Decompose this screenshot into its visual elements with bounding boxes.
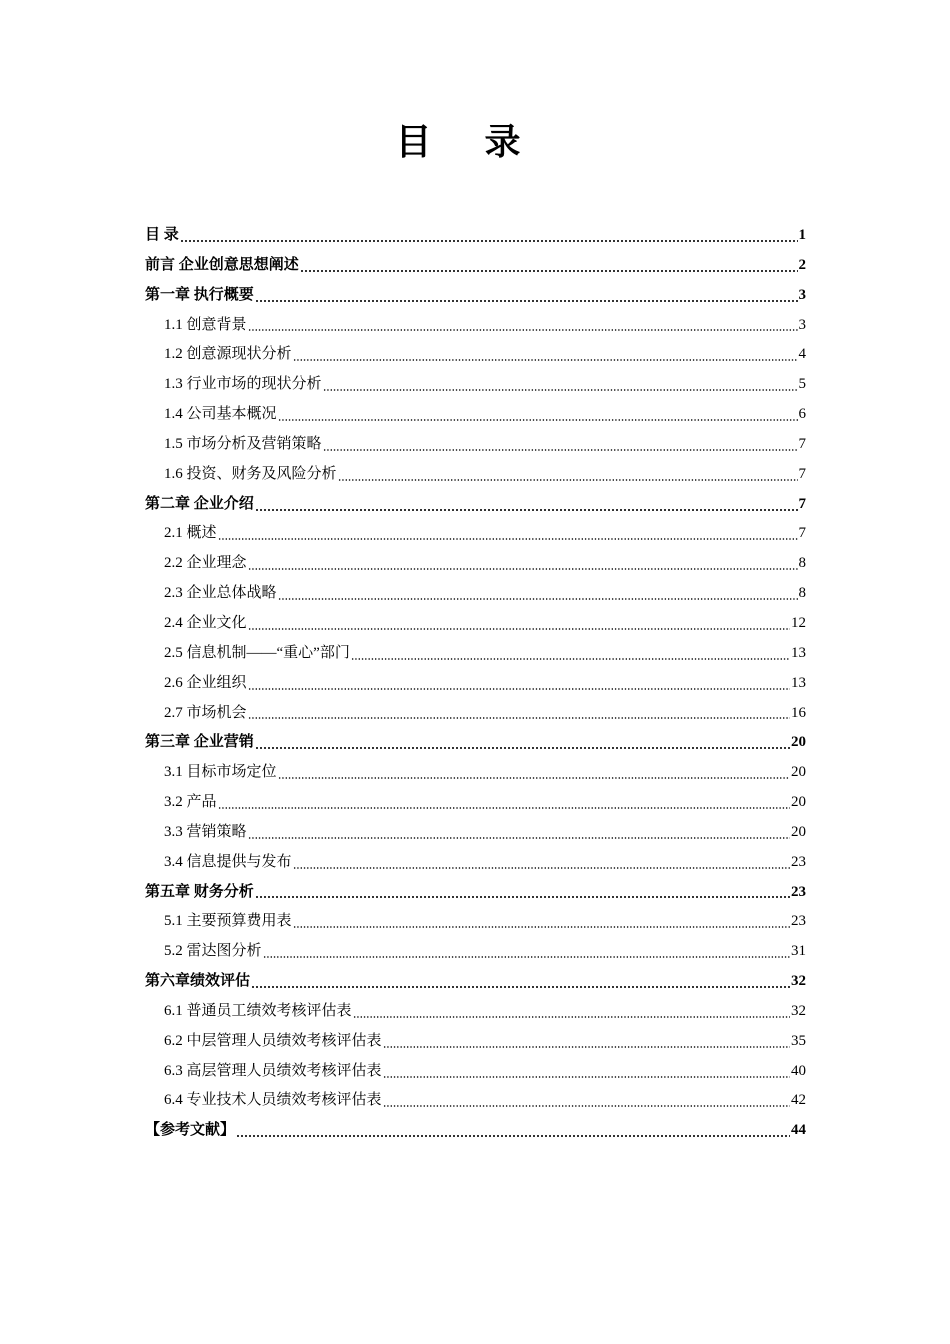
toc-dot-leader <box>353 1016 790 1018</box>
toc-dot-leader <box>300 270 798 272</box>
toc-entry-title: 前言 企业创意思想阐述 <box>145 256 299 273</box>
toc-section-entry[interactable] <box>145 519 806 549</box>
toc-chapter-entry[interactable] <box>145 251 806 281</box>
toc-dot-leader <box>293 926 790 928</box>
toc-dot-leader <box>323 449 798 451</box>
toc-entry-title: 1.6 投资、财务及风险分析 <box>164 465 337 482</box>
toc-section-entry[interactable] <box>145 340 806 370</box>
toc-dot-leader <box>383 1105 790 1107</box>
toc-page-number: 4 <box>798 346 806 363</box>
toc-dot-leader <box>383 1076 790 1078</box>
toc-entry-title: 第五章 财务分析 <box>145 883 254 900</box>
toc-dot-leader <box>248 837 790 839</box>
toc-dot-leader <box>278 419 798 421</box>
toc-dot-leader <box>338 479 798 481</box>
toc-dot-leader <box>278 598 798 600</box>
page-title: 目 录 <box>395 122 543 162</box>
toc-entry-title: 2.4 企业文化 <box>164 614 247 631</box>
toc-dot-leader <box>248 688 790 690</box>
toc-page-number: 7 <box>798 465 806 482</box>
toc-dot-leader <box>255 300 798 302</box>
toc-page-number: 32 <box>791 1002 806 1019</box>
toc-dot-leader <box>323 389 798 391</box>
toc-page-number: 7 <box>798 525 806 542</box>
toc-section-entry[interactable] <box>145 1057 806 1087</box>
toc-dot-leader <box>293 359 798 361</box>
toc-page-number: 31 <box>791 943 806 960</box>
toc-page-number: 5 <box>798 376 806 393</box>
toc-entry-title: 5.2 雷达图分析 <box>164 943 262 960</box>
toc-entry-title: 第一章 执行概要 <box>145 286 254 303</box>
toc-entry-title: 5.1 主要预算费用表 <box>164 913 292 930</box>
toc-entry-title: 第六章绩效评估 <box>145 973 251 990</box>
toc-section-entry[interactable] <box>145 430 806 460</box>
toc-section-entry[interactable] <box>145 699 806 729</box>
toc-section-entry[interactable] <box>145 549 806 579</box>
toc-entry-title: 2.7 市场机会 <box>164 704 247 721</box>
toc-section-entry[interactable] <box>145 639 806 669</box>
toc-page-number: 3 <box>798 286 806 303</box>
toc-page-number: 20 <box>791 764 806 781</box>
toc-page-number: 44 <box>791 1122 806 1139</box>
toc-page-number: 8 <box>798 555 806 572</box>
toc-page-number: 7 <box>798 495 806 512</box>
toc-entry-title: 3.3 营销策略 <box>164 823 247 840</box>
toc-page-number: 40 <box>791 1062 806 1079</box>
toc-section-entry[interactable] <box>145 460 806 490</box>
toc-dot-leader <box>255 509 798 511</box>
toc-section-entry[interactable] <box>145 848 806 878</box>
toc-entry-title: 3.2 产品 <box>164 794 217 811</box>
toc-chapter-entry[interactable] <box>145 967 806 997</box>
toc-page-number: 23 <box>791 853 806 870</box>
toc-page-number: 1 <box>798 227 806 243</box>
toc-entry-title: 3.1 目标市场定位 <box>164 764 277 781</box>
toc-section-entry[interactable] <box>145 788 806 818</box>
toc-page-number: 13 <box>791 674 806 691</box>
toc-chapter-entry[interactable] <box>145 878 806 908</box>
toc-page-number: 35 <box>791 1032 806 1049</box>
toc-chapter-entry[interactable] <box>145 221 806 251</box>
toc-dot-leader <box>251 986 790 988</box>
toc-dot-leader <box>248 628 790 630</box>
toc-entry-title: 第二章 企业介绍 <box>145 495 254 512</box>
toc-section-entry[interactable] <box>145 997 806 1027</box>
toc-section-entry[interactable] <box>145 758 806 788</box>
toc-page-number: 23 <box>791 883 806 900</box>
toc-page-number: 16 <box>791 704 806 721</box>
toc-dot-leader <box>218 538 798 540</box>
toc-entry-title: 2.5 信息机制——“重心”部门 <box>164 644 350 661</box>
toc-entry-title: 6.2 中层管理人员绩效考核评估表 <box>164 1032 382 1049</box>
toc-page-number: 20 <box>791 734 806 751</box>
toc-entry-title: 第三章 企业营销 <box>145 734 254 751</box>
toc-chapter-entry[interactable] <box>145 728 806 758</box>
toc-entry-title: 6.3 高层管理人员绩效考核评估表 <box>164 1062 382 1079</box>
toc-entry-title: 1.4 公司基本概况 <box>164 406 277 423</box>
toc-section-entry[interactable] <box>145 370 806 400</box>
toc-chapter-entry[interactable] <box>145 281 806 311</box>
toc-page-number: 23 <box>791 913 806 930</box>
toc-entry-title: 1.5 市场分析及营销策略 <box>164 435 322 452</box>
toc-page-number: 13 <box>791 644 806 661</box>
toc-page-number: 42 <box>791 1092 806 1109</box>
toc-dot-leader <box>278 777 790 779</box>
toc-entry-title: 2.2 企业理念 <box>164 555 247 572</box>
toc-dot-leader <box>351 658 790 660</box>
toc-page-number: 7 <box>798 435 806 452</box>
toc-dot-leader <box>218 807 790 809</box>
toc-page-number: 12 <box>791 614 806 631</box>
toc-section-entry[interactable] <box>145 669 806 699</box>
toc-dot-leader <box>293 867 790 869</box>
toc-page-number: 20 <box>791 823 806 840</box>
toc-entry-title: 目 录 <box>145 227 179 243</box>
toc-section-entry[interactable] <box>145 400 806 430</box>
toc-section-entry[interactable] <box>145 1086 806 1116</box>
toc-page-number: 3 <box>798 316 806 333</box>
toc-page-number: 6 <box>798 406 806 423</box>
toc-page-number: 2 <box>798 256 806 273</box>
toc-section-entry[interactable] <box>145 818 806 848</box>
toc-entry-title: 1.3 行业市场的现状分析 <box>164 376 322 393</box>
toc-dot-leader <box>263 956 790 958</box>
toc-dot-leader <box>236 1135 790 1137</box>
toc-dot-leader <box>248 717 790 719</box>
toc-dot-leader <box>248 568 798 570</box>
toc-dot-leader <box>248 329 798 331</box>
toc-chapter-entry[interactable] <box>145 1116 806 1146</box>
toc-page-number: 20 <box>791 794 806 811</box>
toc-entry-title: 【参考文献】 <box>145 1122 236 1139</box>
toc-page-number: 32 <box>791 973 806 990</box>
toc-section-entry[interactable] <box>145 937 806 967</box>
toc-entry-title: 6.1 普通员工绩效考核评估表 <box>164 1002 352 1019</box>
toc-section-entry[interactable] <box>145 609 806 639</box>
toc-chapter-entry[interactable] <box>145 490 806 520</box>
toc-section-entry[interactable] <box>145 907 806 937</box>
table-of-contents <box>145 221 806 1146</box>
toc-dot-leader <box>180 240 798 242</box>
toc-dot-leader <box>255 896 790 898</box>
toc-entry-title: 3.4 信息提供与发布 <box>164 853 292 870</box>
toc-dot-leader <box>383 1046 790 1048</box>
toc-section-entry[interactable] <box>145 1027 806 1057</box>
toc-entry-title: 6.4 专业技术人员绩效考核评估表 <box>164 1092 382 1109</box>
toc-page-number: 8 <box>798 585 806 602</box>
toc-section-entry[interactable] <box>145 579 806 609</box>
toc-entry-title: 2.3 企业总体战略 <box>164 585 277 602</box>
toc-entry-title: 1.1 创意背景 <box>164 316 247 333</box>
toc-dot-leader <box>255 747 790 749</box>
toc-entry-title: 2.6 企业组织 <box>164 674 247 691</box>
toc-section-entry[interactable] <box>145 311 806 341</box>
toc-entry-title: 2.1 概述 <box>164 525 217 542</box>
toc-entry-title: 1.2 创意源现状分析 <box>164 346 292 363</box>
